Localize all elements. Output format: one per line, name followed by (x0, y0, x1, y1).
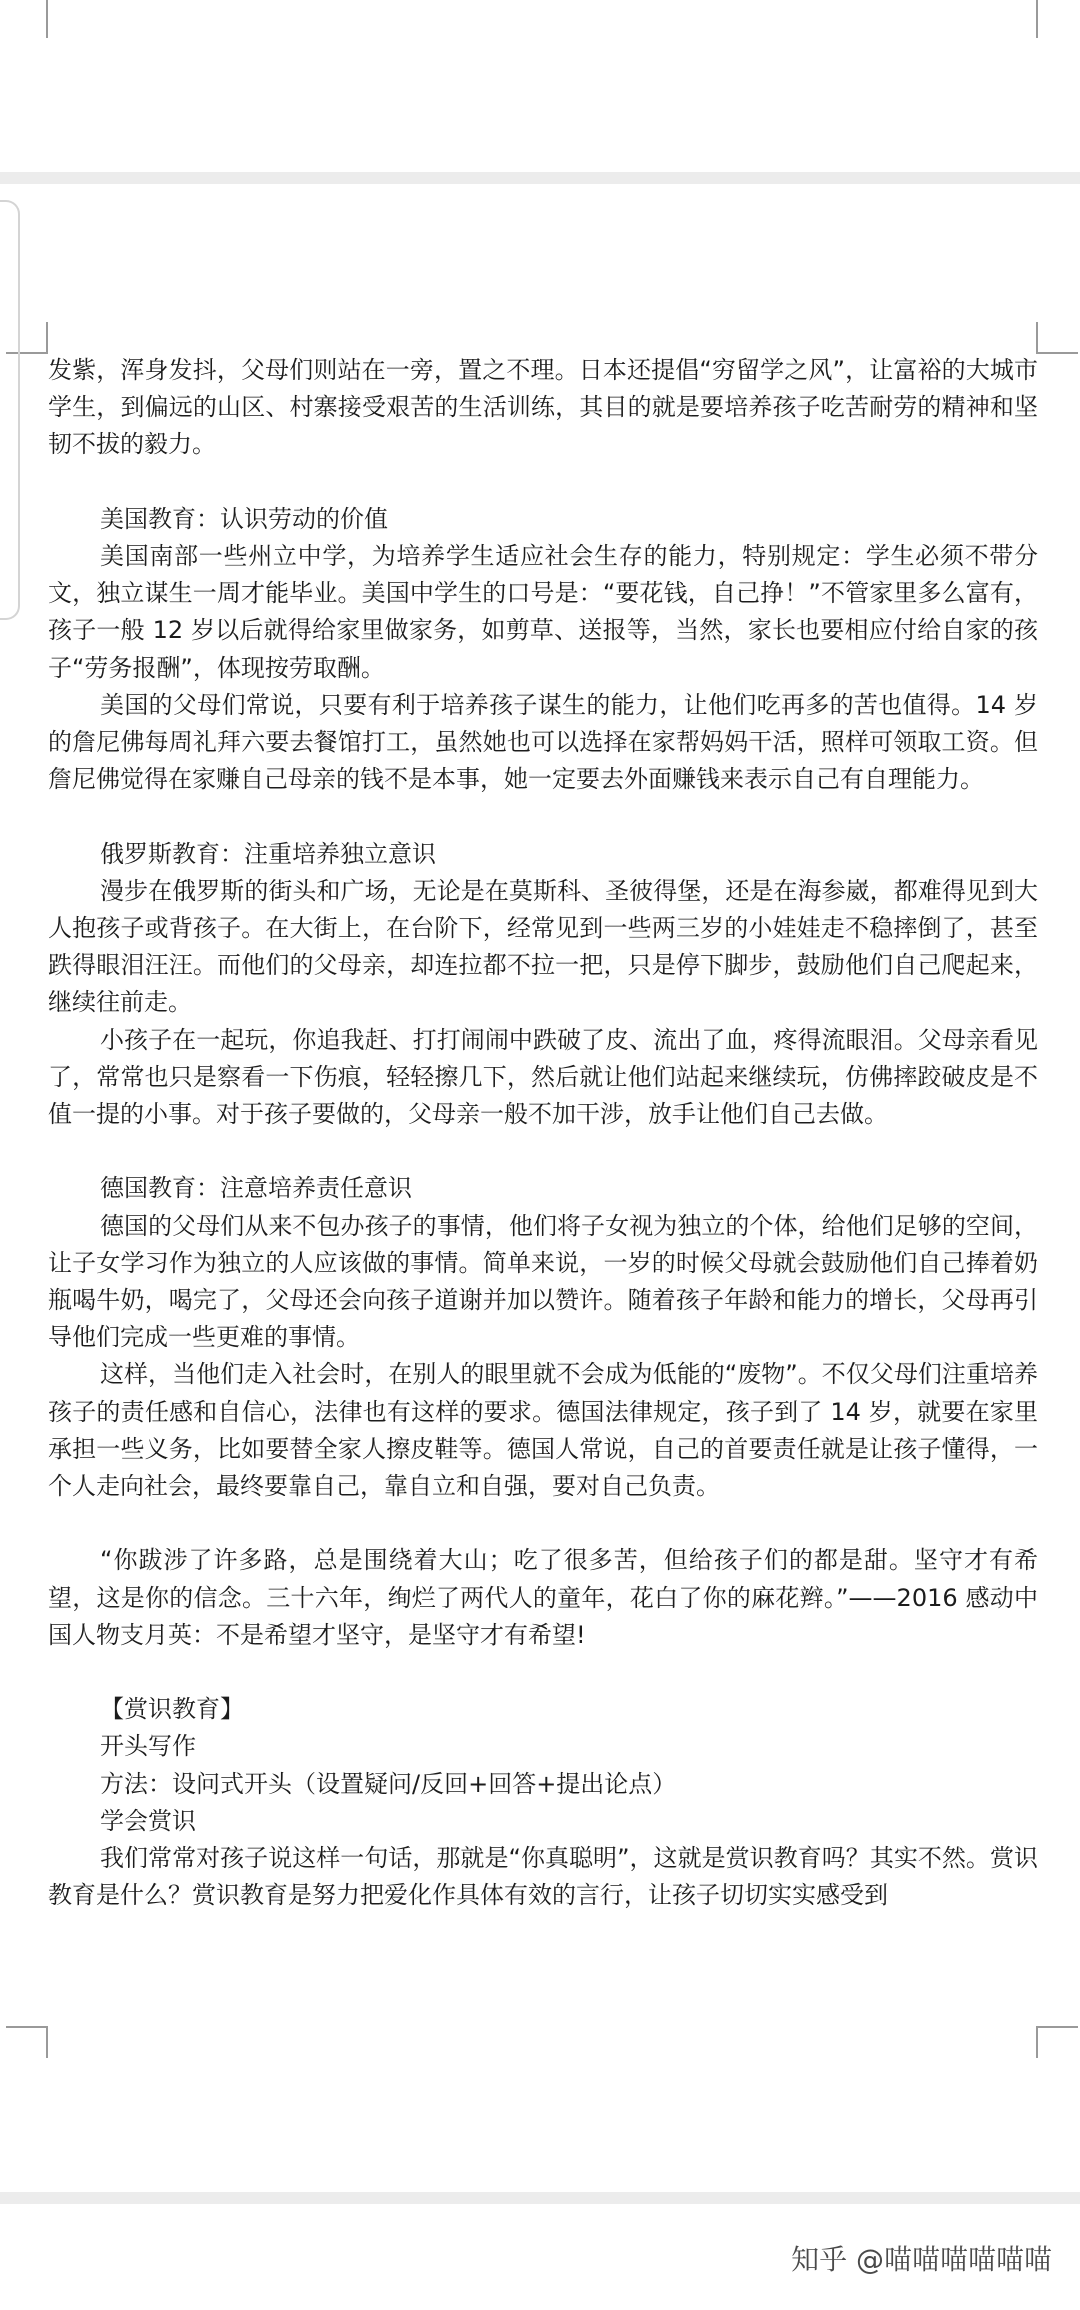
page-gap (0, 172, 1080, 184)
section-heading: 学会赏识 (100, 1806, 196, 1835)
section-heading: 方法：设问式开头（设置疑问/反回+回答+提出论点） (100, 1769, 677, 1798)
document-page-top (0, 0, 1080, 172)
paragraph: 小孩子在一起玩，你追我赶、打打闹闹中跌破了皮、流出了血，疼得流眼泪。父母亲看见了，常常也只是察看一下伤痕，轻轻擦几下，然后就让他们站起来继续玩，仿佛摔跤破皮是不值一提的小事。对于孩子要做的，父母亲一般不加干涉，放手让他们自己去做。 (48, 1025, 1038, 1129)
blank-line (48, 1505, 1038, 1542)
section-heading: 【赏识教育】 (100, 1695, 244, 1724)
page-gap (0, 2192, 1080, 2204)
crop-mark (1036, 2026, 1078, 2058)
blank-line (48, 1654, 1038, 1691)
section-heading: 俄罗斯教育：注重培养独立意识 (100, 839, 436, 868)
crop-mark (1036, 322, 1078, 354)
paragraph: 德国的父母们从来不包办孩子的事情，他们将子女视为独立的个体，给他们足够的空间，让子女学习作为独立的人应该做的事情。简单来说，一岁的时候父母就会鼓励他们自己捧着奶瓶喝牛奶，喝完了，父母还会向孩子道谢并加以赞许。随着孩子年龄和能力的增长，父母再引导他们完成一些更难的事情。 (48, 1211, 1038, 1352)
section-heading: 开头写作 (100, 1732, 196, 1761)
blank-line (48, 798, 1038, 835)
paragraph: 漫步在俄罗斯的街头和广场，无论是在莫斯科、圣彼得堡，还是在海参崴，都难得见到大人抱孩子或背孩子。在大街上，在台阶下，经常见到一些两三岁的小娃娃走不稳摔倒了，甚至跌得眼泪汪汪。而他们的父母亲，却连拉都不拉一把，只是停下脚步，鼓励他们自己爬起来，继续往前走。 (48, 876, 1038, 1017)
paragraph: “你跋涉了许多路，总是围绕着大山；吃了很多苦，但给孩子们的都是甜。坚守才有希望，这是你的信念。三十六年，绚烂了两代人的童年，花白了你的麻花辫。”——2016 感动中国人物支月英：不是希望才坚守，是坚守才有希望! (48, 1546, 1038, 1649)
crop-mark (6, 2026, 48, 2058)
crop-mark (6, 0, 48, 38)
crop-mark (1036, 0, 1078, 38)
paragraph: 我们常常对孩子说这样一句话，那就是“你真聪明”，这就是赏识教育吗？其实不然。赏识教育是什么？赏识教育是努力把爱化作具体有效的言行，让孩子切切实实感受到 (48, 1844, 1038, 1910)
section-heading: 德国教育：注意培养责任意识 (100, 1174, 412, 1203)
side-drawer-handle[interactable] (0, 200, 20, 620)
watermark: 知乎 @喵喵喵喵喵喵 (791, 2243, 1052, 2276)
paragraph: 发紫，浑身发抖，父母们则站在一旁，置之不理。日本还提倡“穷留学之风”，让富裕的大城市学生，到偏远的山区、村寨接受艰苦的生活训练，其目的就是要培养孩子吃苦耐劳的精神和坚韧不拔的毅力。 (48, 356, 1038, 459)
paragraph: 这样，当他们走入社会时，在别人的眼里就不会成为低能的“废物”。不仅父母们注重培养孩子的责任感和自信心，法律也有这样的要求。德国法律规定，孩子到了 14 岁，就要在家里承担一些义务，比如要替全家人擦皮鞋等。德国人常说，自己的首要责任就是让孩子懂得，一个人走向社会，最终要靠自己，靠自立和自强，要对自己负责。 (48, 1360, 1038, 1501)
section-heading: 美国教育：认识劳动的价值 (100, 504, 388, 533)
paragraph: 美国的父母们常说，只要有利于培养孩子谋生的能力，让他们吃再多的苦也值得。14 岁的詹尼佛每周礼拜六要去餐馆打工，虽然她也可以选择在家帮妈妈干活，照样可领取工资。但詹尼佛觉得在家赚自己母亲的钱不是本事，她一定要去外面赚钱来表示自己有自理能力。 (48, 690, 1038, 794)
document-body (48, 352, 1038, 1914)
blank-line (48, 1133, 1038, 1170)
blank-line (48, 464, 1038, 501)
paragraph: 美国南部一些州立中学，为培养学生适应社会生存的能力，特别规定：学生必须不带分文，独立谋生一周才能毕业。美国中学生的口号是：“要花钱，自己挣！”不管家里多么富有，孩子一般 12 岁以后就得给家里做家务，如剪草、送报等，当然，家长也要相应付给自家的孩子“劳务报酬”，体现按劳取酬。 (48, 542, 1038, 682)
